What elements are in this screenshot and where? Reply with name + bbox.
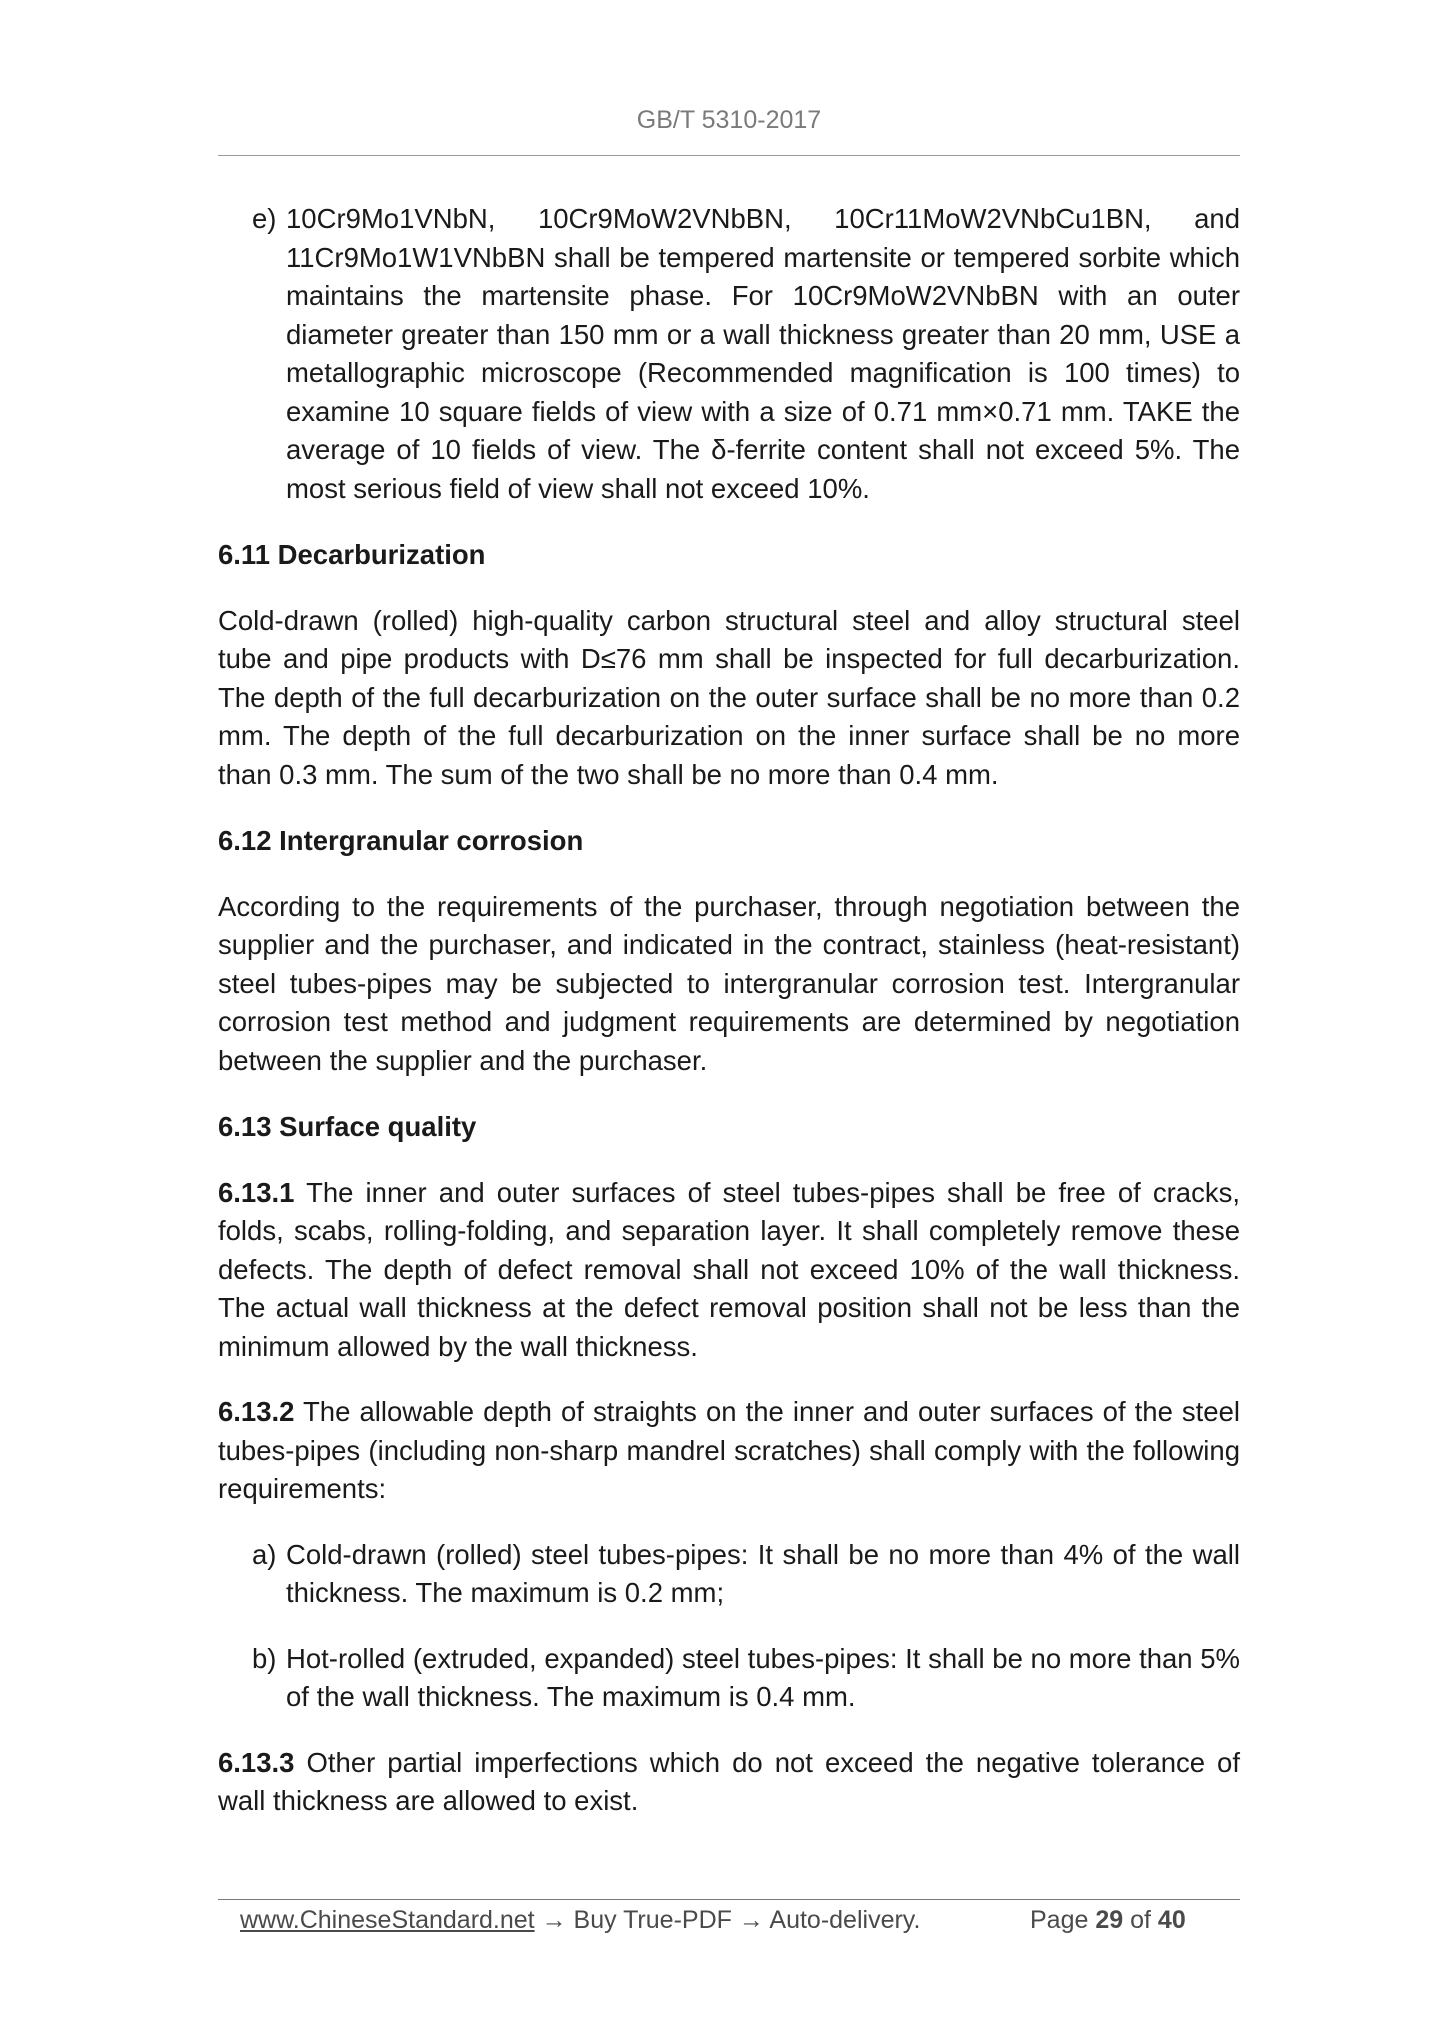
section-heading-6-12: 6.12 Intergranular corrosion bbox=[218, 825, 584, 856]
list-item-b bbox=[218, 1640, 1240, 1717]
list-item-a bbox=[218, 1536, 1240, 1613]
list-marker: a) bbox=[252, 1538, 277, 1570]
list-marker: b) bbox=[252, 1642, 277, 1674]
clause-number: 6.13.3 bbox=[218, 1746, 295, 1778]
clause-text: The inner and outer surfaces of steel tubes-pipes shall be free of cracks, folds, scabs, rolling-folding, and separation layer. It shall completely remove these defects. The depth of defect removal shall not exceed 10% of the wall thickness. The actual wall thickness at the defect removal position shall not be less than the minimum allowed by the wall thickness. bbox=[218, 1176, 1240, 1362]
page-number: 29 bbox=[1095, 1906, 1124, 1934]
list-text: 10Cr9Mo1VNbN, 10Cr9MoW2VNbBN, 10Cr11MoW2VNbCu1BN, and 11Cr9Mo1W1VNbBN shall be tempered martensite or tempered sorbite which maintains the martensite phase. For 10Cr9MoW2VNbBN with an outer diameter greater than 150 mm or a wall thickness greater than 20 mm, USE a metallographic microscope (Recommended magnification is 100 times) to examine 10 square fields of view with a size of 0.71 mm×0.71 mm. TAKE the average of 10 fields of view. The δ-ferrite content shall not exceed 5%. The most serious field of view shall not exceed 10%. bbox=[286, 203, 1240, 504]
list-item-e bbox=[218, 200, 1240, 508]
section-heading-6-13: 6.13 Surface quality bbox=[218, 1111, 477, 1142]
page-footer bbox=[240, 1906, 1186, 1935]
paragraph-6-13-2 bbox=[218, 1393, 1240, 1509]
document-body bbox=[218, 200, 1240, 1821]
page-header: GB/T 5310-2017 bbox=[636, 106, 822, 134]
list-text: Hot-rolled (extruded, expanded) steel tubes-pipes: It shall be no more than 5% of the wall thickness. The maximum is 0.4 mm. bbox=[286, 1642, 1240, 1712]
paragraph-6-13-1 bbox=[218, 1174, 1240, 1367]
paragraph-6-11: Cold-drawn (rolled) high-quality carbon structural steel and alloy structural steel tube and pipe products with D≤76 mm shall be inspected for full decarburization. The depth of the full decarburization on the outer surface shall be no more than 0.2 mm. The depth of the full decarburization on the inner surface shall be no more than 0.3 mm. The sum of the two shall be no more than 0.4 mm. bbox=[218, 604, 1240, 790]
clause-text: Other partial imperfections which do not exceed the negative tolerance of wall thickness are allowed to exist. bbox=[218, 1746, 1240, 1816]
of-label: of bbox=[1130, 1906, 1151, 1934]
website-link[interactable]: www.ChineseStandard.net bbox=[240, 1906, 535, 1934]
page-indicator bbox=[1030, 1906, 1186, 1935]
clause-text: The allowable depth of straights on the inner and outer surfaces of the steel tubes-pipes (including non-sharp mandrel scratches) shall comply with the following requirements: bbox=[218, 1396, 1240, 1504]
section-heading-6-11: 6.11 Decarburization bbox=[218, 539, 486, 570]
page-label: Page bbox=[1030, 1906, 1089, 1934]
page-total: 40 bbox=[1157, 1906, 1186, 1934]
header-divider bbox=[218, 155, 1240, 156]
paragraph-6-13-3 bbox=[218, 1744, 1240, 1821]
clause-number: 6.13.2 bbox=[218, 1396, 295, 1427]
list-text: Cold-drawn (rolled) steel tubes-pipes: It shall be no more than 4% of the wall thickness. The maximum is 0.2 mm; bbox=[286, 1538, 1240, 1608]
footer-promo: → Buy True-PDF → Auto-delivery. bbox=[534, 1906, 921, 1934]
list-marker: e) bbox=[252, 203, 277, 234]
footer-divider bbox=[218, 1899, 1240, 1900]
paragraph-6-12: According to the requirements of the purchaser, through negotiation between the supplier and the purchaser, and indicated in the contract, stainless (heat-resistant) steel tubes-pipes may be subjected to intergranular corrosion test. Intergranular corrosion test method and judgment requirements are determined by negotiation between the supplier and the purchaser. bbox=[218, 890, 1240, 1076]
clause-number: 6.13.1 bbox=[218, 1176, 295, 1208]
